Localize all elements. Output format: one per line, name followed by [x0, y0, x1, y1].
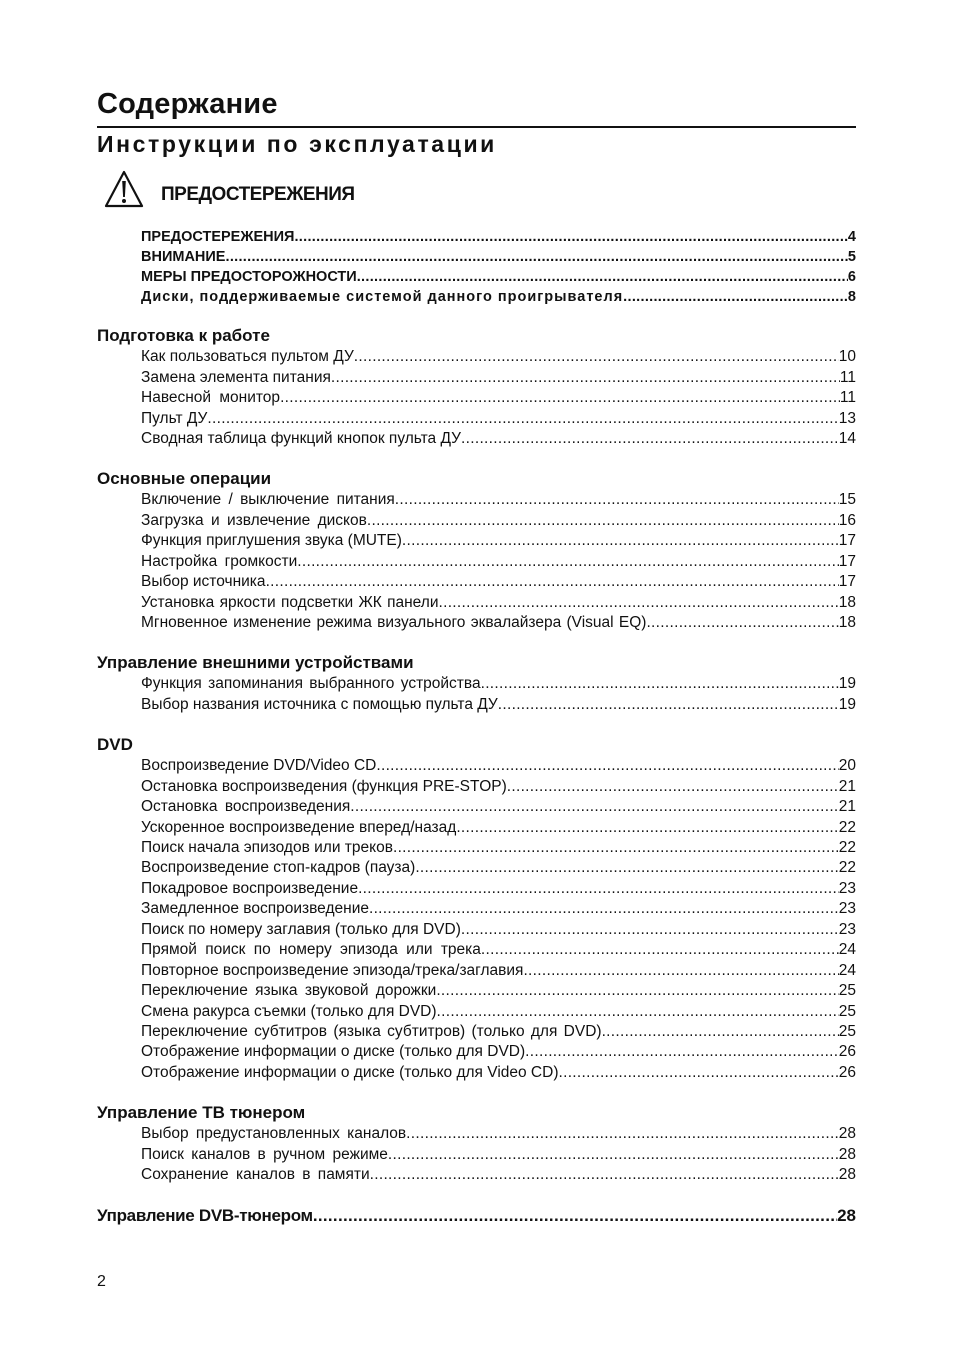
toc-entry [141, 1165, 856, 1184]
toc-entry-page: 18 [838, 594, 856, 611]
toc-leader [297, 553, 839, 571]
toc-entry-page: 17 [838, 553, 856, 570]
toc-leader [415, 859, 838, 877]
toc-leader [331, 369, 840, 387]
toc-entry-title: Остановка воспроизведения (функция PRE-STOP) [141, 778, 507, 795]
toc-entry-page: 11 [839, 389, 856, 406]
toc-entry [141, 266, 856, 285]
toc-entry [141, 1002, 856, 1021]
toc-entry-page: 24 [838, 941, 856, 958]
toc-entry-page: 28 [838, 1146, 856, 1163]
toc-entry [141, 552, 856, 571]
toc-entry-title: Поиск начала эпизодов или треков [141, 839, 393, 856]
toc-leader [393, 839, 839, 857]
toc-entry-title: Переключение субтитров (языка субтитров) (только для DVD) [141, 1023, 602, 1040]
toc-entry-page: 25 [838, 1023, 856, 1040]
toc-leader [370, 1166, 839, 1184]
toc-entry [141, 920, 856, 939]
toc-entry-title: Поиск по номеру заглавия (только для DVD) [141, 921, 461, 938]
toc-leader [523, 962, 838, 980]
toc-entry [141, 695, 856, 714]
toc-entry-title: ПРЕДОСТЕРЕЖЕНИЯ [141, 229, 295, 245]
toc-leader [358, 880, 839, 898]
toc-entry-dvb [97, 1205, 856, 1226]
toc-entry-page: 19 [838, 675, 856, 692]
page-subtitle: Инструкции по эксплуатации [97, 131, 497, 157]
section-heading: Подготовка к работе [97, 326, 270, 345]
toc-leader [350, 798, 838, 816]
toc-entry-page: 21 [838, 798, 856, 815]
toc-entry-title: Выбор названия источника с помощью пульта ДУ [141, 696, 498, 713]
toc-leader [461, 430, 839, 448]
toc-leader [357, 269, 848, 285]
toc-entry-page: 23 [838, 900, 856, 917]
toc-entry [141, 511, 856, 530]
toc-entry-title: Поиск каналов в ручном режиме [141, 1146, 388, 1163]
toc-entry-title: Отображение информации о диске (только для DVD) [141, 1043, 526, 1060]
toc-entry-page: 24 [838, 962, 856, 979]
toc-entry [141, 797, 856, 816]
toc-leader [266, 573, 839, 591]
toc-entry-title: Остановка воспроизведения [141, 798, 351, 815]
toc-entry [141, 572, 856, 591]
toc-leader [402, 532, 839, 550]
toc-entry [141, 777, 856, 796]
toc-entry-title: Сводная таблица функций кнопок пульта ДУ [141, 430, 462, 447]
toc-entry-title: Установка яркости подсветки ЖК панели [141, 594, 439, 611]
toc-leader [294, 229, 847, 245]
toc-leader [602, 1023, 839, 1041]
toc-entry-page: 17 [838, 573, 856, 590]
toc-entry [141, 940, 856, 959]
toc-entry-page: 16 [838, 512, 856, 529]
toc-entry [141, 388, 856, 407]
toc-entry [141, 818, 856, 837]
toc-entry-page: 20 [838, 757, 856, 774]
toc-entry-title: Как пользоваться пультом ДУ [141, 348, 354, 365]
toc-entry-page: 5 [847, 249, 856, 265]
toc-entry [141, 429, 856, 448]
toc-entry-page: 8 [847, 289, 856, 305]
toc-leader [481, 941, 839, 959]
toc-entry-page: 25 [838, 982, 856, 999]
toc-leader [507, 778, 839, 796]
toc-entry [141, 1063, 856, 1082]
toc-entry-page: 21 [838, 778, 856, 795]
toc-entry-page: 19 [838, 696, 856, 713]
toc-entry-title: Загрузка и извлечение дисков [141, 512, 367, 529]
toc-entry-title: Повторное воспроизведение эпизода/трека/заглавия [141, 962, 524, 979]
toc-entry-page: 14 [838, 430, 856, 447]
toc-entry-page: 23 [838, 921, 856, 938]
toc-leader [456, 819, 838, 837]
toc-leader [461, 921, 839, 939]
toc-entry [141, 347, 856, 366]
toc-leader [438, 594, 838, 612]
toc-entry [141, 226, 856, 245]
toc-entry [141, 1042, 856, 1061]
toc-entry-page: 17 [838, 532, 856, 549]
toc-entry-title: Сохранение каналов в памяти [141, 1166, 370, 1183]
toc-entry-page: 28 [837, 1206, 856, 1225]
toc-entry [141, 756, 856, 775]
toc-entry-page: 4 [847, 229, 856, 245]
toc-entry [141, 593, 856, 612]
toc-entry [141, 1124, 856, 1143]
toc-entry-title: Выбор источника [141, 573, 266, 590]
warning-heading: ПРЕДОСТЕРЕЖЕНИЯ [161, 184, 355, 205]
toc-entry [141, 674, 856, 693]
toc-entry [141, 838, 856, 857]
toc-leader [313, 1206, 837, 1226]
toc-entry [141, 531, 856, 550]
toc-entry-title: Настройка громкости [141, 553, 298, 570]
toc-leader [436, 982, 838, 1000]
toc-entry-page: 10 [838, 348, 856, 365]
toc-entry-title: Замена элемента питания [141, 369, 331, 386]
toc-entry-title: МЕРЫ ПРЕДОСТОРОЖНОСТИ [141, 269, 357, 285]
toc-entry [141, 409, 856, 428]
toc-entry-page: 15 [838, 491, 856, 508]
toc-entry-page: 26 [838, 1043, 856, 1060]
toc-entry-title: Пульт ДУ [141, 410, 208, 427]
toc-entry-title: Прямой поиск по номеру эпизода или трека [141, 941, 481, 958]
toc-leader [498, 696, 839, 714]
toc-leader [406, 1125, 839, 1143]
toc-entry-title: ВНИМАНИЕ [141, 249, 226, 265]
toc-leader [388, 1146, 839, 1164]
toc-entry-title: Ускоренное воспроизведение вперед/назад [141, 819, 457, 836]
toc-entry [141, 899, 856, 918]
section-heading: Управление внешними устройствами [97, 653, 414, 672]
toc-leader [280, 389, 840, 407]
toc-entry-page: 23 [838, 880, 856, 897]
toc-leader [558, 1064, 838, 1082]
toc-entry-title: Навесной монитор [141, 389, 281, 406]
page-number: 2 [97, 1273, 106, 1290]
toc-entry-page: 6 [847, 269, 856, 285]
toc-entry [141, 1145, 856, 1164]
toc-entry [141, 286, 856, 305]
toc-entry [141, 1022, 856, 1041]
toc-entry-title: Воспроизведение DVD/Video CD [141, 757, 377, 774]
toc-leader [367, 512, 839, 530]
toc-entry-page: 11 [839, 369, 856, 386]
toc-leader [369, 900, 839, 918]
section-heading: Управление ТВ тюнером [97, 1103, 306, 1122]
toc-entry-title: Диски, поддерживаемые системой данного проигрывателя [141, 289, 624, 305]
toc-entry [141, 879, 856, 898]
toc-entry [141, 368, 856, 387]
toc-entry-page: 22 [838, 859, 856, 876]
toc-entry-page: 13 [838, 410, 856, 427]
toc-entry [141, 858, 856, 877]
toc-entry-title: Покадровое воспроизведение [141, 880, 359, 897]
toc-entry-title: Мгновенное изменение режима визуального эквалайзера (Visual EQ) [141, 614, 647, 631]
toc-entry-page: 25 [838, 1003, 856, 1020]
toc-entry-page: 18 [838, 614, 856, 631]
warning-triangle-icon [104, 170, 144, 208]
toc-leader [437, 1003, 839, 1021]
toc-entry [141, 490, 856, 509]
toc-entry-page: 22 [838, 819, 856, 836]
toc-entry-page: 22 [838, 839, 856, 856]
toc-leader [525, 1043, 839, 1061]
toc-leader [207, 410, 838, 428]
toc-leader [481, 675, 839, 693]
toc-entry [141, 246, 856, 265]
toc-entry [141, 613, 856, 632]
section-heading: DVD [97, 735, 133, 754]
toc-entry-title: Замедленное воспроизведение [141, 900, 369, 917]
title-divider [97, 126, 856, 128]
toc-entry-page: 28 [838, 1166, 856, 1183]
toc-entry-title: Включение / выключение питания [141, 491, 395, 508]
toc-entry-title: Функция приглушения звука (MUTE) [141, 532, 402, 549]
toc-leader [623, 289, 848, 305]
toc-entry [141, 961, 856, 980]
toc-entry-title: Управление DVB-тюнером [97, 1206, 313, 1225]
toc-entry [141, 981, 856, 1000]
toc-entry-title: Переключение языка звуковой дорожки [141, 982, 437, 999]
section-heading: Основные операции [97, 469, 272, 488]
toc-leader [646, 614, 838, 632]
toc-leader [354, 348, 839, 366]
toc-entry-title: Функция запоминания выбранного устройства [141, 675, 481, 692]
toc-entry-page: 26 [838, 1064, 856, 1081]
toc-leader [395, 491, 839, 509]
page-title: Содержание [97, 88, 278, 120]
toc-entry-title: Отображение информации о диске (только для Video CD) [141, 1064, 559, 1081]
toc-entry-title: Смена ракурса съемки (только для DVD) [141, 1003, 437, 1020]
toc-entry-title: Воспроизведение стоп-кадров (пауза) [141, 859, 416, 876]
toc-entry-page: 28 [838, 1125, 856, 1142]
toc-leader [376, 757, 838, 775]
toc-leader [225, 249, 847, 265]
toc-entry-title: Выбор предустановленных каналов [141, 1125, 407, 1142]
